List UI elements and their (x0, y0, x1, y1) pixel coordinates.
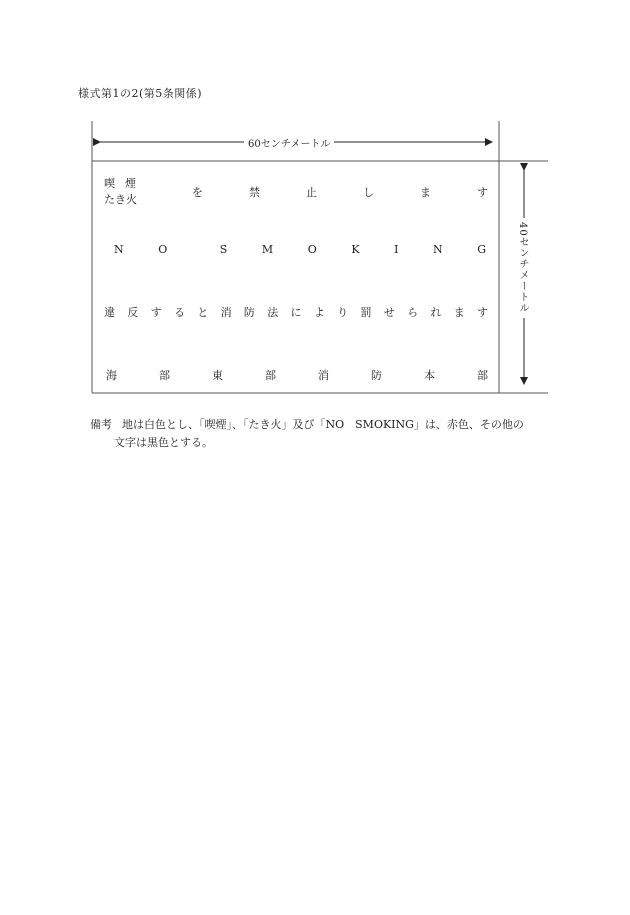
sign-char: れ (430, 306, 442, 319)
sign-char: る (173, 306, 185, 319)
sign-char: 本 (424, 369, 435, 382)
sign-row-issuer (94, 367, 498, 383)
remarks-text-1: 地は白色とし、「喫煙」、「たき火」及び「NO SMOKING」は、赤色、その他の (122, 418, 524, 431)
sign-letter: O (158, 243, 168, 256)
sign-char: す (477, 306, 488, 319)
sign-char: を (192, 186, 203, 199)
sign-char: 部 (265, 369, 276, 382)
sign-char: よ (313, 306, 325, 319)
sign-letter: K (351, 243, 360, 256)
sign-char: 消 (318, 369, 329, 382)
remarks-heading: 備考 (90, 418, 112, 431)
sign-char: 罰 (360, 306, 372, 319)
sign-char: 法 (267, 306, 279, 319)
smoking-text: 喫煙 (104, 177, 146, 190)
sign-char: し (363, 186, 374, 199)
bonfire-text: たき火 (104, 193, 137, 206)
sign-char: ま (453, 306, 465, 319)
sign-letter: I (394, 243, 399, 256)
sign-letter: N (433, 243, 443, 256)
sign-char: 反 (127, 306, 139, 319)
sign-char: ら (407, 306, 419, 319)
sign-char: 違 (104, 306, 115, 319)
sign-char: す (150, 306, 162, 319)
sign-char: 海 (106, 369, 117, 382)
sign-char: す (477, 186, 488, 199)
sign-char: 部 (159, 369, 170, 382)
sign-char: り (337, 306, 349, 319)
form-title: 様式第1の2(第5条関係) (78, 87, 203, 100)
sign-row-no-smoking (94, 243, 498, 256)
sign-char: に (290, 306, 302, 319)
remarks (90, 416, 524, 452)
sign-letter: M (261, 243, 274, 256)
sign-char: 防 (243, 306, 255, 319)
sign-char: せ (383, 306, 395, 319)
sign-char: 消 (220, 306, 232, 319)
stack-text (104, 176, 146, 208)
sign-row-prohibition (94, 176, 498, 208)
sign-char: 防 (371, 369, 382, 382)
sign-letter: S (219, 243, 228, 256)
sign-char: 禁 (249, 186, 260, 199)
sign-char: 東 (212, 369, 223, 382)
remarks-line-1 (90, 416, 524, 434)
sign-char: と (197, 306, 209, 319)
sign-row-penalty (94, 304, 498, 320)
sign-char: 部 (477, 369, 488, 382)
sign-letter: O (307, 243, 317, 256)
sign-letter: N (114, 243, 124, 256)
remarks-line-2: 文字は黒色とする。 (114, 436, 213, 449)
sign-char: 止 (306, 186, 317, 199)
height-label: 40センチメートル (516, 218, 528, 318)
width-label: 60センチメートル (244, 135, 334, 150)
sign-letter: G (477, 243, 486, 256)
sign-char: ま (420, 186, 431, 199)
